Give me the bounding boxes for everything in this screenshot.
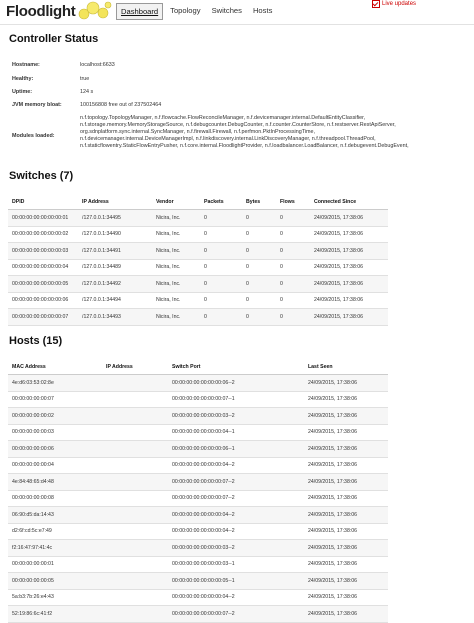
cell-last-seen: 24/09/2015, 17:38:06	[304, 540, 388, 557]
table-row	[8, 210, 388, 227]
status-key: Modules loaded:	[12, 133, 55, 139]
cell-connected-since: 24/09/2015, 17:38:06	[310, 309, 388, 326]
nav-dashboard[interactable]: Dashboard	[116, 3, 163, 20]
cell-vendor: Nicira, Inc.	[152, 259, 200, 276]
cell-switch-port: 00:00:00:00:00:00:00:06--2	[168, 375, 304, 392]
cell-mac-address[interactable]: 00:00:00:00:00:03	[8, 424, 102, 441]
table-row	[8, 391, 388, 408]
cell-last-seen: 24/09/2015, 17:38:06	[304, 606, 388, 623]
cell-ip-address	[102, 441, 168, 458]
cell-last-seen: 24/09/2015, 17:38:06	[304, 556, 388, 573]
table-row	[8, 540, 388, 557]
cell-ip-address: /127.0.0.1:34494	[78, 292, 152, 309]
cell-vendor: Nicira, Inc.	[152, 292, 200, 309]
cell-switch-port: 00:00:00:00:00:00:00:04--2	[168, 523, 304, 540]
cell-switch-port: 00:00:00:00:00:00:00:03--2	[168, 408, 304, 425]
status-key: Uptime:	[12, 89, 33, 95]
cell-ip-address: /127.0.0.1:34495	[78, 210, 152, 227]
col-packets[interactable]: Packets	[200, 195, 242, 210]
status-key: JVM memory bloat:	[12, 102, 62, 108]
table-row	[8, 243, 388, 260]
cell-bytes: 0	[242, 243, 276, 260]
cell-mac-address[interactable]: 00:00:00:00:00:07	[8, 391, 102, 408]
status-value: n.f.topology.TopologyManager, n.f.flowcache.FlowReconcileManager, n.f.devicemanager.internal.DefaultEntityClassifier, n.f.storage.memory.MemoryStorageSource, n.f.debugcounter.DebugCounter, n.f.counter.CounterStore, n.f.restserver.RestApiServer, org.sdnplatform.sync.internal.SyncManager, n.f.firewall.Firewall, n.f.perfmon.PktInProcessingTime, n.f.devicemanager.internal.DeviceManagerImpl, n.f.linkdiscovery.internal.LinkDiscoveryManager, n.f.threadpool.ThreadPool, n.f.staticflowentry.StaticFlowEntryPusher, n.f.core.internal.FloodlightProvider, n.f.loadbalancer.LoadBalancer, n.f.debugevent.DebugEvent,	[80, 115, 409, 149]
cell-dpid[interactable]: 00:00:00:00:00:00:00:02	[8, 226, 78, 243]
table-row	[8, 259, 388, 276]
col-bytes[interactable]: Bytes	[242, 195, 276, 210]
cell-last-seen: 24/09/2015, 17:38:06	[304, 507, 388, 524]
cell-connected-since: 24/09/2015, 17:38:06	[310, 210, 388, 227]
hosts-table	[8, 360, 388, 623]
table-row	[8, 441, 388, 458]
cell-connected-since: 24/09/2015, 17:38:06	[310, 259, 388, 276]
cell-mac-address[interactable]: 06:90:d5:da:14:43	[8, 507, 102, 524]
cell-last-seen: 24/09/2015, 17:38:06	[304, 457, 388, 474]
cell-mac-address[interactable]: 00:00:00:00:00:08	[8, 490, 102, 507]
floodlight-bubbles-icon	[78, 0, 112, 22]
cell-ip-address	[102, 589, 168, 606]
table-row	[8, 474, 388, 491]
cell-switch-port: 00:00:00:00:00:00:00:07--2	[168, 606, 304, 623]
cell-vendor: Nicira, Inc.	[152, 309, 200, 326]
hosts-title: Hosts (15)	[9, 335, 63, 347]
cell-last-seen: 24/09/2015, 17:38:06	[304, 391, 388, 408]
cell-last-seen: 24/09/2015, 17:38:06	[304, 474, 388, 491]
nav-switches[interactable]: Switches	[211, 6, 242, 15]
top-navbar	[0, 0, 474, 25]
status-key: Healthy:	[12, 76, 34, 82]
cell-dpid[interactable]: 00:00:00:00:00:00:00:05	[8, 276, 78, 293]
cell-ip-address: /127.0.0.1:34492	[78, 276, 152, 293]
col-ip-address[interactable]: IP Address	[78, 195, 152, 210]
switches-title: Switches (7)	[9, 170, 74, 182]
cell-mac-address[interactable]: 00:00:00:00:00:04	[8, 457, 102, 474]
status-key: Hostname:	[12, 62, 40, 68]
status-value: true	[80, 76, 90, 82]
cell-bytes: 0	[242, 276, 276, 293]
live-updates-checkbox[interactable]	[372, 0, 380, 8]
table-row	[8, 375, 388, 392]
cell-ip-address	[102, 457, 168, 474]
col-switch-port[interactable]: Switch Port	[168, 360, 304, 375]
cell-switch-port: 00:00:00:00:00:00:00:04--2	[168, 507, 304, 524]
cell-dpid[interactable]: 00:00:00:00:00:00:00:01	[8, 210, 78, 227]
cell-ip-address	[102, 391, 168, 408]
col-last-seen[interactable]: Last Seen	[304, 360, 388, 375]
cell-bytes: 0	[242, 259, 276, 276]
table-row	[8, 292, 388, 309]
cell-ip-address: /127.0.0.1:34489	[78, 259, 152, 276]
cell-vendor: Nicira, Inc.	[152, 210, 200, 227]
cell-packets: 0	[200, 276, 242, 293]
cell-mac-address[interactable]: 5a:b3:7b:26:e4:43	[8, 589, 102, 606]
table-row	[8, 408, 388, 425]
cell-switch-port: 00:00:00:00:00:00:00:03--2	[168, 540, 304, 557]
cell-flows: 0	[276, 243, 310, 260]
cell-switch-port: 00:00:00:00:00:00:00:07--2	[168, 474, 304, 491]
cell-switch-port: 00:00:00:00:00:00:00:04--1	[168, 424, 304, 441]
cell-ip-address	[102, 556, 168, 573]
cell-flows: 0	[276, 292, 310, 309]
cell-ip-address	[102, 424, 168, 441]
controller-status-title: Controller Status	[9, 33, 99, 45]
cell-ip-address	[102, 408, 168, 425]
nav-topology[interactable]: Topology	[170, 6, 201, 15]
cell-last-seen: 24/09/2015, 17:38:06	[304, 523, 388, 540]
cell-mac-address[interactable]: 00:00:00:00:00:02	[8, 408, 102, 425]
table-row	[8, 457, 388, 474]
cell-flows: 0	[276, 276, 310, 293]
status-value: 124 s	[80, 89, 94, 95]
table-header-row	[8, 195, 388, 210]
cell-flows: 0	[276, 309, 310, 326]
cell-switch-port: 00:00:00:00:00:00:00:07--1	[168, 391, 304, 408]
live-updates-toggle[interactable]	[372, 0, 416, 8]
cell-ip-address: /127.0.0.1:34490	[78, 226, 152, 243]
main-nav	[116, 3, 279, 20]
cell-packets: 0	[200, 243, 242, 260]
cell-switch-port: 00:00:00:00:00:00:00:04--2	[168, 589, 304, 606]
cell-mac-address[interactable]: f2:16:47:97:41:4c	[8, 540, 102, 557]
cell-packets: 0	[200, 292, 242, 309]
cell-packets: 0	[200, 210, 242, 227]
cell-bytes: 0	[242, 226, 276, 243]
cell-vendor: Nicira, Inc.	[152, 243, 200, 260]
cell-dpid[interactable]: 00:00:00:00:00:00:00:04	[8, 259, 78, 276]
cell-last-seen: 24/09/2015, 17:38:06	[304, 408, 388, 425]
cell-switch-port: 00:00:00:00:00:00:00:05--1	[168, 573, 304, 590]
cell-vendor: Nicira, Inc.	[152, 226, 200, 243]
cell-ip-address: /127.0.0.1:34491	[78, 243, 152, 260]
cell-ip-address	[102, 507, 168, 524]
col-dpid[interactable]: DPID	[8, 195, 78, 210]
status-value: 100156808 free out of 237502464	[80, 102, 162, 108]
cell-last-seen: 24/09/2015, 17:38:06	[304, 441, 388, 458]
cell-switch-port: 00:00:00:00:00:00:00:07--2	[168, 490, 304, 507]
cell-ip-address	[102, 490, 168, 507]
cell-switch-port: 00:00:00:00:00:00:00:03--1	[168, 556, 304, 573]
cell-connected-since: 24/09/2015, 17:38:06	[310, 226, 388, 243]
cell-mac-address[interactable]: 00:00:00:00:00:05	[8, 573, 102, 590]
cell-switch-port: 00:00:00:00:00:00:00:04--2	[168, 457, 304, 474]
nav-hosts[interactable]: Hosts	[252, 6, 273, 15]
cell-mac-address[interactable]: 4e:84:48:65:d4:48	[8, 474, 102, 491]
col-connected-since[interactable]: Connected Since	[310, 195, 388, 210]
table-row	[8, 309, 388, 326]
cell-mac-address[interactable]: 00:00:00:00:00:06	[8, 441, 102, 458]
table-row	[8, 589, 388, 606]
cell-connected-since: 24/09/2015, 17:38:06	[310, 292, 388, 309]
cell-dpid[interactable]: 00:00:00:00:00:00:00:06	[8, 292, 78, 309]
cell-ip-address	[102, 474, 168, 491]
col-vendor[interactable]: Vendor	[152, 195, 200, 210]
cell-bytes: 0	[242, 210, 276, 227]
cell-flows: 0	[276, 210, 310, 227]
cell-mac-address[interactable]: 4e:d6:03:53:02:8e	[8, 375, 102, 392]
table-row	[8, 523, 388, 540]
col-flows[interactable]: Flows	[276, 195, 310, 210]
cell-flows: 0	[276, 226, 310, 243]
cell-packets: 0	[200, 309, 242, 326]
cell-connected-since: 24/09/2015, 17:38:06	[310, 276, 388, 293]
cell-last-seen: 24/09/2015, 17:38:06	[304, 589, 388, 606]
cell-bytes: 0	[242, 309, 276, 326]
cell-ip-address	[102, 540, 168, 557]
col-mac-address[interactable]: MAC Address	[8, 360, 102, 375]
cell-ip-address	[102, 573, 168, 590]
table-row	[8, 556, 388, 573]
cell-last-seen: 24/09/2015, 17:38:06	[304, 490, 388, 507]
cell-mac-address[interactable]: d2:6f:cd:5c:e7:49	[8, 523, 102, 540]
cell-ip-address: /127.0.0.1:34493	[78, 309, 152, 326]
cell-mac-address[interactable]: 00:00:00:00:00:01	[8, 556, 102, 573]
cell-dpid[interactable]: 00:00:00:00:00:00:00:03	[8, 243, 78, 260]
table-row	[8, 573, 388, 590]
status-value: localhost:6633	[80, 62, 115, 68]
col-ip-address[interactable]: IP Address	[102, 360, 168, 375]
cell-last-seen: 24/09/2015, 17:38:06	[304, 573, 388, 590]
cell-dpid[interactable]: 00:00:00:00:00:00:00:07	[8, 309, 78, 326]
table-row	[8, 276, 388, 293]
table-row	[8, 507, 388, 524]
cell-packets: 0	[200, 226, 242, 243]
cell-mac-address[interactable]: 52:19:86:6c:41:f2	[8, 606, 102, 623]
table-row	[8, 490, 388, 507]
live-updates-label: Live updates	[382, 1, 417, 7]
table-header-row	[8, 360, 388, 375]
cell-switch-port: 00:00:00:00:00:00:00:06--1	[168, 441, 304, 458]
cell-flows: 0	[276, 259, 310, 276]
cell-last-seen: 24/09/2015, 17:38:06	[304, 375, 388, 392]
cell-connected-since: 24/09/2015, 17:38:06	[310, 243, 388, 260]
cell-ip-address	[102, 523, 168, 540]
switches-table	[8, 195, 388, 326]
cell-ip-address	[102, 375, 168, 392]
brand-logo[interactable]: Floodlight	[6, 3, 76, 20]
table-row	[8, 424, 388, 441]
cell-bytes: 0	[242, 292, 276, 309]
table-row	[8, 226, 388, 243]
cell-last-seen: 24/09/2015, 17:38:06	[304, 424, 388, 441]
cell-vendor: Nicira, Inc.	[152, 276, 200, 293]
cell-packets: 0	[200, 259, 242, 276]
